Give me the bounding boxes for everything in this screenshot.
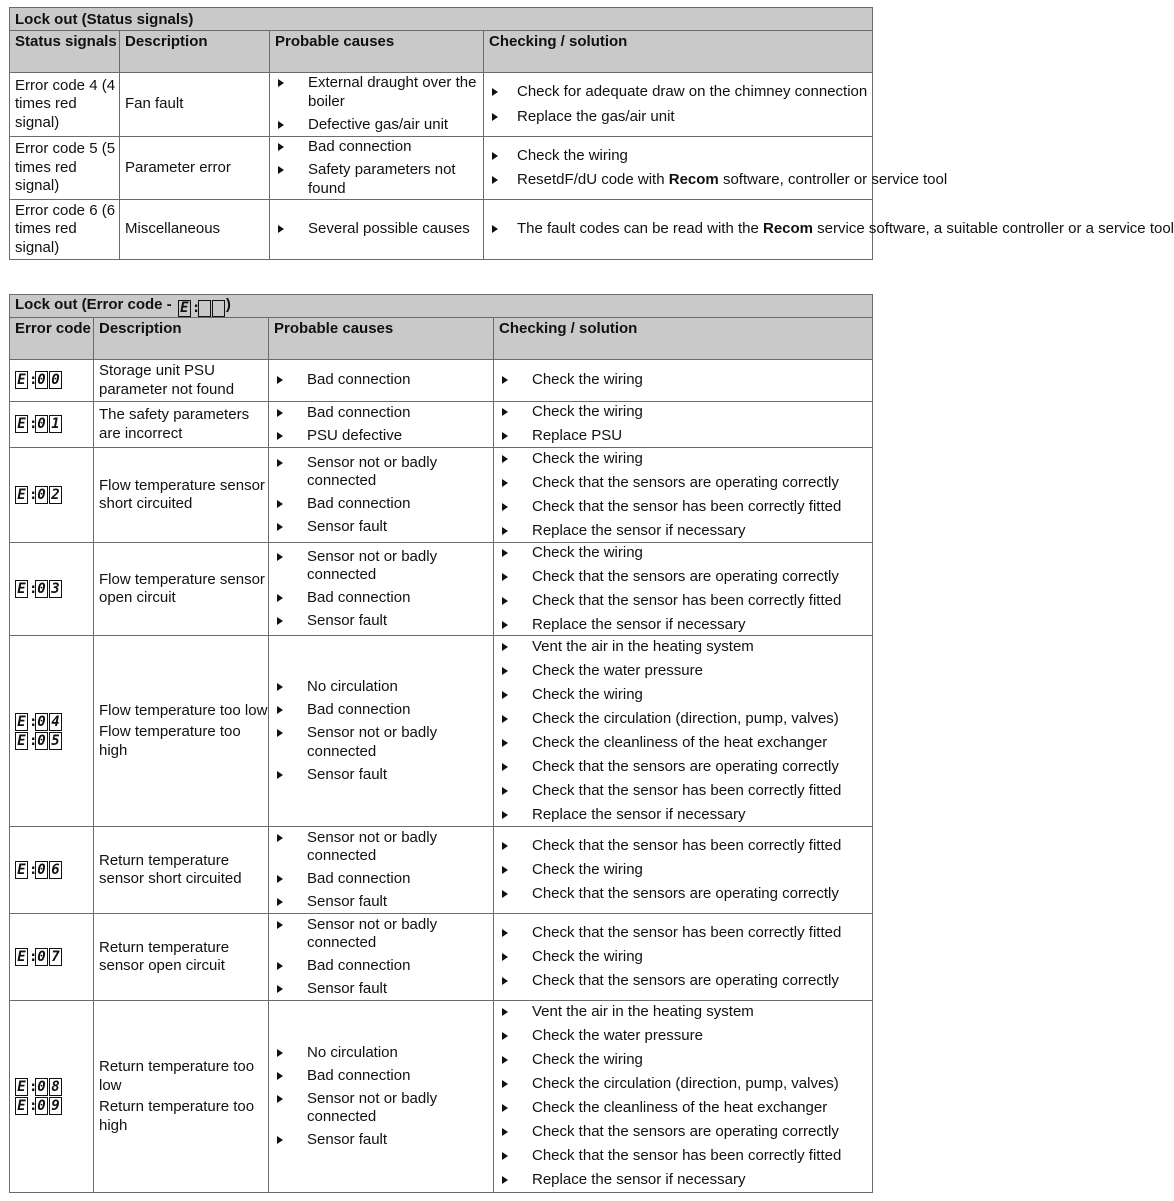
bullet-list — [269, 1044, 493, 1150]
display-colon: : — [29, 580, 38, 597]
solution-item: Check that the sensor has been correctly fitted — [494, 782, 872, 801]
display-digit: 0 — [35, 732, 48, 750]
causes-cell — [269, 402, 494, 448]
display-digit: 0 — [35, 415, 48, 433]
bullet-list — [494, 1003, 872, 1190]
error-code-cell — [10, 448, 94, 543]
display-digit: 0 — [35, 580, 48, 598]
display-digit — [198, 300, 211, 317]
solution-item: Check that the sensor has been correctly fitted — [494, 592, 872, 611]
table-title — [10, 295, 873, 318]
table-title-suffix: ) — [225, 295, 231, 313]
bullet-list — [269, 454, 493, 537]
solution-cell — [494, 636, 873, 827]
causes-cell — [269, 827, 494, 914]
solution-cell — [494, 1001, 873, 1193]
bullet-list — [484, 220, 1174, 239]
table-row — [10, 360, 873, 402]
column-header-code: Error code — [10, 318, 94, 360]
display-digit: E — [15, 580, 28, 598]
solution-item: Replace the sensor if necessary — [494, 522, 872, 541]
display-digit: E — [15, 948, 28, 966]
description-text: Flow temperature too high — [99, 723, 241, 759]
bullet-list — [269, 371, 493, 390]
bold-text: Recom — [762, 220, 814, 238]
bullet-list — [269, 678, 493, 784]
cause-item: Bad connection — [269, 870, 493, 889]
description-cell — [94, 448, 269, 543]
solution-item: Check that the sensor has been correctly fitted — [494, 837, 872, 856]
display-digit: E — [15, 1078, 28, 1096]
solution-item: Replace the sensor if necessary — [494, 616, 872, 635]
solution-item: Check the wiring — [494, 403, 872, 422]
solution-cell — [494, 402, 873, 448]
causes-cell — [269, 448, 494, 543]
display-colon: : — [29, 713, 38, 730]
solution-item: Replace the sensor if necessary — [494, 806, 872, 825]
cause-item: Sensor fault — [269, 893, 493, 912]
cause-item: Bad connection — [270, 138, 483, 157]
display-digit: 5 — [49, 732, 62, 750]
column-header-solution: Checking / solution — [494, 318, 873, 360]
cause-item: Defective gas/air unit — [270, 116, 483, 135]
bullet-list — [494, 371, 872, 390]
cause-item: No circulation — [269, 678, 493, 697]
causes-cell — [269, 360, 494, 402]
display-digit: 6 — [49, 861, 62, 879]
display-digit: 0 — [49, 371, 62, 389]
description-text: The safety parameters are incorrect — [99, 406, 250, 442]
column-header-description: Description — [94, 318, 269, 360]
display-digit: 0 — [35, 1097, 48, 1115]
display-colon: : — [29, 1098, 38, 1114]
code-display — [15, 948, 63, 966]
description-cell — [94, 827, 269, 914]
solution-item: Check for adequate draw on the chimney connection — [484, 83, 872, 102]
display-colon: : — [29, 732, 38, 749]
display-digit: E — [15, 371, 28, 389]
causes-cell — [270, 137, 484, 200]
solution-cell — [484, 137, 948, 200]
description-cell: Miscellaneous — [120, 200, 270, 260]
display-digit: E — [15, 713, 28, 731]
causes-cell — [269, 914, 494, 1001]
cause-item: Sensor fault — [269, 612, 493, 631]
display-colon: : — [191, 300, 201, 316]
solution-cell — [494, 827, 873, 914]
cause-item: Bad connection — [269, 701, 493, 720]
display-colon: : — [29, 861, 38, 878]
table-title: Lock out (Status signals) — [10, 8, 873, 31]
cause-item: Bad connection — [269, 495, 493, 514]
solution-item: ResetdF/dU code with Recom software, controller or service tool — [484, 171, 872, 190]
solution-item: Check that the sensor has been correctly fitted — [494, 1147, 872, 1166]
table-row — [10, 914, 873, 1001]
cause-item: No circulation — [269, 1044, 493, 1063]
cause-item: External draught over the boiler — [270, 74, 483, 111]
solution-item: Check that the sensors are operating correctly — [494, 1123, 872, 1142]
code-display — [15, 415, 63, 433]
code-display — [15, 371, 63, 389]
bullet-list — [494, 450, 872, 541]
display-digit: E — [178, 300, 191, 317]
status-cell: Error code 5 (5 times red signal) — [10, 137, 120, 200]
cause-item: Sensor not or badly connected — [269, 1090, 493, 1127]
description-text: Return temperature too high — [99, 1098, 255, 1134]
column-header-causes: Probable causes — [269, 318, 494, 360]
solution-item: Check the water pressure — [494, 662, 872, 681]
solution-item: Check the wiring — [494, 861, 872, 880]
solution-item: Check that the sensor has been correctly fitted — [494, 498, 872, 517]
display-digit: 7 — [49, 948, 62, 966]
solution-item: The fault codes can be read with the Recom service software, a suitable controller or a service tool — [484, 220, 872, 239]
solution-item: Check that the sensors are operating correctly — [494, 972, 872, 991]
cause-item: Sensor not or badly connected — [269, 916, 493, 953]
table-row — [10, 73, 873, 137]
code-display — [15, 861, 63, 879]
cause-item: Bad connection — [269, 589, 493, 608]
solution-cell — [494, 360, 873, 402]
solution-item: Check the cleanliness of the heat exchanger — [494, 1099, 872, 1118]
column-header-description: Description — [120, 31, 270, 73]
bullet-list — [269, 548, 493, 631]
display-digit: 2 — [49, 486, 62, 504]
bullet-list — [494, 403, 872, 446]
solution-item: Check that the sensor has been correctly fitted — [494, 924, 872, 943]
code-display — [15, 486, 63, 504]
solution-item: Replace the gas/air unit — [484, 108, 872, 127]
error-code-cell — [10, 360, 94, 402]
solution-item: Check the circulation (direction, pump, valves) — [494, 1075, 872, 1094]
display-digit: E — [15, 732, 28, 750]
bullet-list — [269, 829, 493, 912]
description-cell — [94, 636, 269, 827]
display-digit: 3 — [49, 580, 62, 598]
solution-item: Check the wiring — [494, 544, 872, 563]
bullet-list — [484, 146, 948, 190]
cause-item: Sensor not or badly connected — [269, 724, 493, 761]
display-colon: : — [29, 948, 38, 965]
description-cell — [94, 1001, 269, 1193]
table-row — [10, 200, 873, 260]
table-title-prefix: Lock out (Error code - — [15, 295, 176, 313]
cause-item: Sensor fault — [269, 1131, 493, 1150]
bullet-list — [270, 138, 483, 199]
bullet-list — [494, 544, 872, 635]
display-digit: E — [15, 861, 28, 879]
solution-item: Check the water pressure — [494, 1027, 872, 1046]
display-colon: : — [29, 416, 38, 433]
cause-item: PSU defective — [269, 427, 493, 446]
description-cell — [94, 543, 269, 636]
column-header-solution: Checking / solution — [484, 31, 873, 73]
solution-item: Check the wiring — [494, 1051, 872, 1070]
table-row — [10, 137, 873, 200]
error-code-cell — [10, 402, 94, 448]
error-code-cell — [10, 1001, 94, 1193]
display-digit: 0 — [35, 486, 48, 504]
description-cell — [94, 360, 269, 402]
display-digit: 0 — [35, 861, 48, 879]
error-code-cell — [10, 914, 94, 1001]
error-code-cell — [10, 827, 94, 914]
display-digit: 4 — [49, 713, 62, 731]
display-digit: 9 — [49, 1097, 62, 1115]
status-cell: Error code 6 (6 times red signal) — [10, 200, 120, 260]
solution-item: Check that the sensors are operating correctly — [494, 474, 872, 493]
cause-item: Bad connection — [269, 957, 493, 976]
solution-item: Check that the sensors are operating correctly — [494, 885, 872, 904]
bullet-list — [269, 404, 493, 446]
description-text: Flow temperature too low — [99, 701, 268, 719]
table-row — [10, 827, 873, 914]
display-digit: 0 — [35, 1078, 48, 1096]
cause-item: Sensor not or badly connected — [269, 829, 493, 866]
display-digit: E — [15, 1097, 28, 1115]
code-display — [15, 713, 93, 731]
solution-cell — [494, 448, 873, 543]
display-digit: 8 — [49, 1078, 62, 1096]
solution-item: Check the wiring — [494, 948, 872, 967]
bullet-list — [269, 916, 493, 999]
display-digit: E — [15, 486, 28, 504]
bullet-list — [494, 924, 872, 991]
causes-cell — [270, 200, 484, 260]
cause-item: Bad connection — [269, 404, 493, 423]
display-colon: : — [29, 486, 38, 503]
solution-item: Vent the air in the heating system — [494, 638, 872, 657]
cause-item: Sensor not or badly connected — [269, 548, 493, 585]
display-digit: 1 — [49, 415, 62, 433]
status-cell: Error code 4 (4 times red signal) — [10, 73, 120, 137]
solution-item: Check the circulation (direction, pump, valves) — [494, 710, 872, 729]
display-digit: 0 — [35, 371, 48, 389]
bullet-list — [270, 220, 483, 239]
solution-item: Vent the air in the heating system — [494, 1003, 872, 1022]
description-cell — [94, 402, 269, 448]
cause-item: Sensor fault — [269, 518, 493, 537]
cause-item: Sensor fault — [269, 980, 493, 999]
bullet-list — [484, 83, 872, 126]
description-text: Flow temperature sensor open circuit — [99, 570, 265, 606]
status-signals-table — [9, 7, 1174, 260]
cause-item: Bad connection — [269, 371, 493, 390]
cause-item: Safety parameters not found — [270, 161, 483, 198]
description-cell — [94, 914, 269, 1001]
solution-item: Check the wiring — [494, 450, 872, 469]
causes-cell — [270, 73, 484, 137]
solution-item: Replace PSU — [494, 427, 872, 446]
display-colon: : — [29, 1079, 38, 1095]
code-display — [15, 1097, 93, 1115]
bullet-list — [494, 837, 872, 904]
column-header-status: Status signals — [10, 31, 120, 73]
solution-cell — [494, 543, 873, 636]
code-display — [15, 732, 93, 750]
description-text: Storage unit PSU parameter not found — [99, 362, 235, 398]
table-row — [10, 1001, 873, 1193]
causes-cell — [269, 1001, 494, 1193]
table-row — [10, 448, 873, 543]
solution-item: Check that the sensors are operating correctly — [494, 758, 872, 777]
cause-item: Several possible causes — [270, 220, 483, 239]
description-text: Return temperature too low — [99, 1058, 255, 1094]
display-digit — [212, 300, 225, 317]
column-header-causes: Probable causes — [270, 31, 484, 73]
solution-item: Check the wiring — [484, 147, 872, 166]
cause-item: Sensor fault — [269, 766, 493, 785]
solution-item: Check that the sensors are operating correctly — [494, 568, 872, 587]
display-colon: : — [29, 372, 38, 389]
description-cell: Parameter error — [120, 137, 270, 200]
bullet-list — [270, 74, 483, 135]
table-row — [10, 402, 873, 448]
bold-text: Recom — [668, 171, 719, 188]
causes-cell — [269, 543, 494, 636]
table-row — [10, 636, 873, 827]
description-cell: Fan fault — [120, 73, 270, 137]
display-digit: 0 — [35, 948, 48, 966]
solution-item: Check the wiring — [494, 686, 872, 705]
description-text: Return temperature sensor open circuit — [99, 938, 230, 974]
display-digit: 0 — [35, 713, 48, 731]
cause-item: Sensor not or badly connected — [269, 454, 493, 491]
solution-item: Check the cleanliness of the heat exchanger — [494, 734, 872, 753]
code-display-placeholder — [178, 300, 226, 317]
cause-item: Bad connection — [269, 1067, 493, 1086]
table-row — [10, 543, 873, 636]
solution-cell — [494, 914, 873, 1001]
description-text: Return temperature sensor short circuited — [99, 851, 242, 887]
solution-item: Replace the sensor if necessary — [494, 1171, 872, 1190]
error-code-table — [9, 294, 873, 1193]
description-text: Flow temperature sensor short circuited — [99, 476, 265, 512]
solution-item: Check the wiring — [494, 371, 872, 390]
display-digit: E — [15, 415, 28, 433]
error-code-cell — [10, 636, 94, 827]
bullet-list — [494, 638, 872, 825]
causes-cell — [269, 636, 494, 827]
error-code-cell — [10, 543, 94, 636]
code-display — [15, 1078, 93, 1096]
code-display — [15, 580, 63, 598]
solution-cell — [484, 73, 873, 137]
solution-cell — [484, 200, 1174, 260]
